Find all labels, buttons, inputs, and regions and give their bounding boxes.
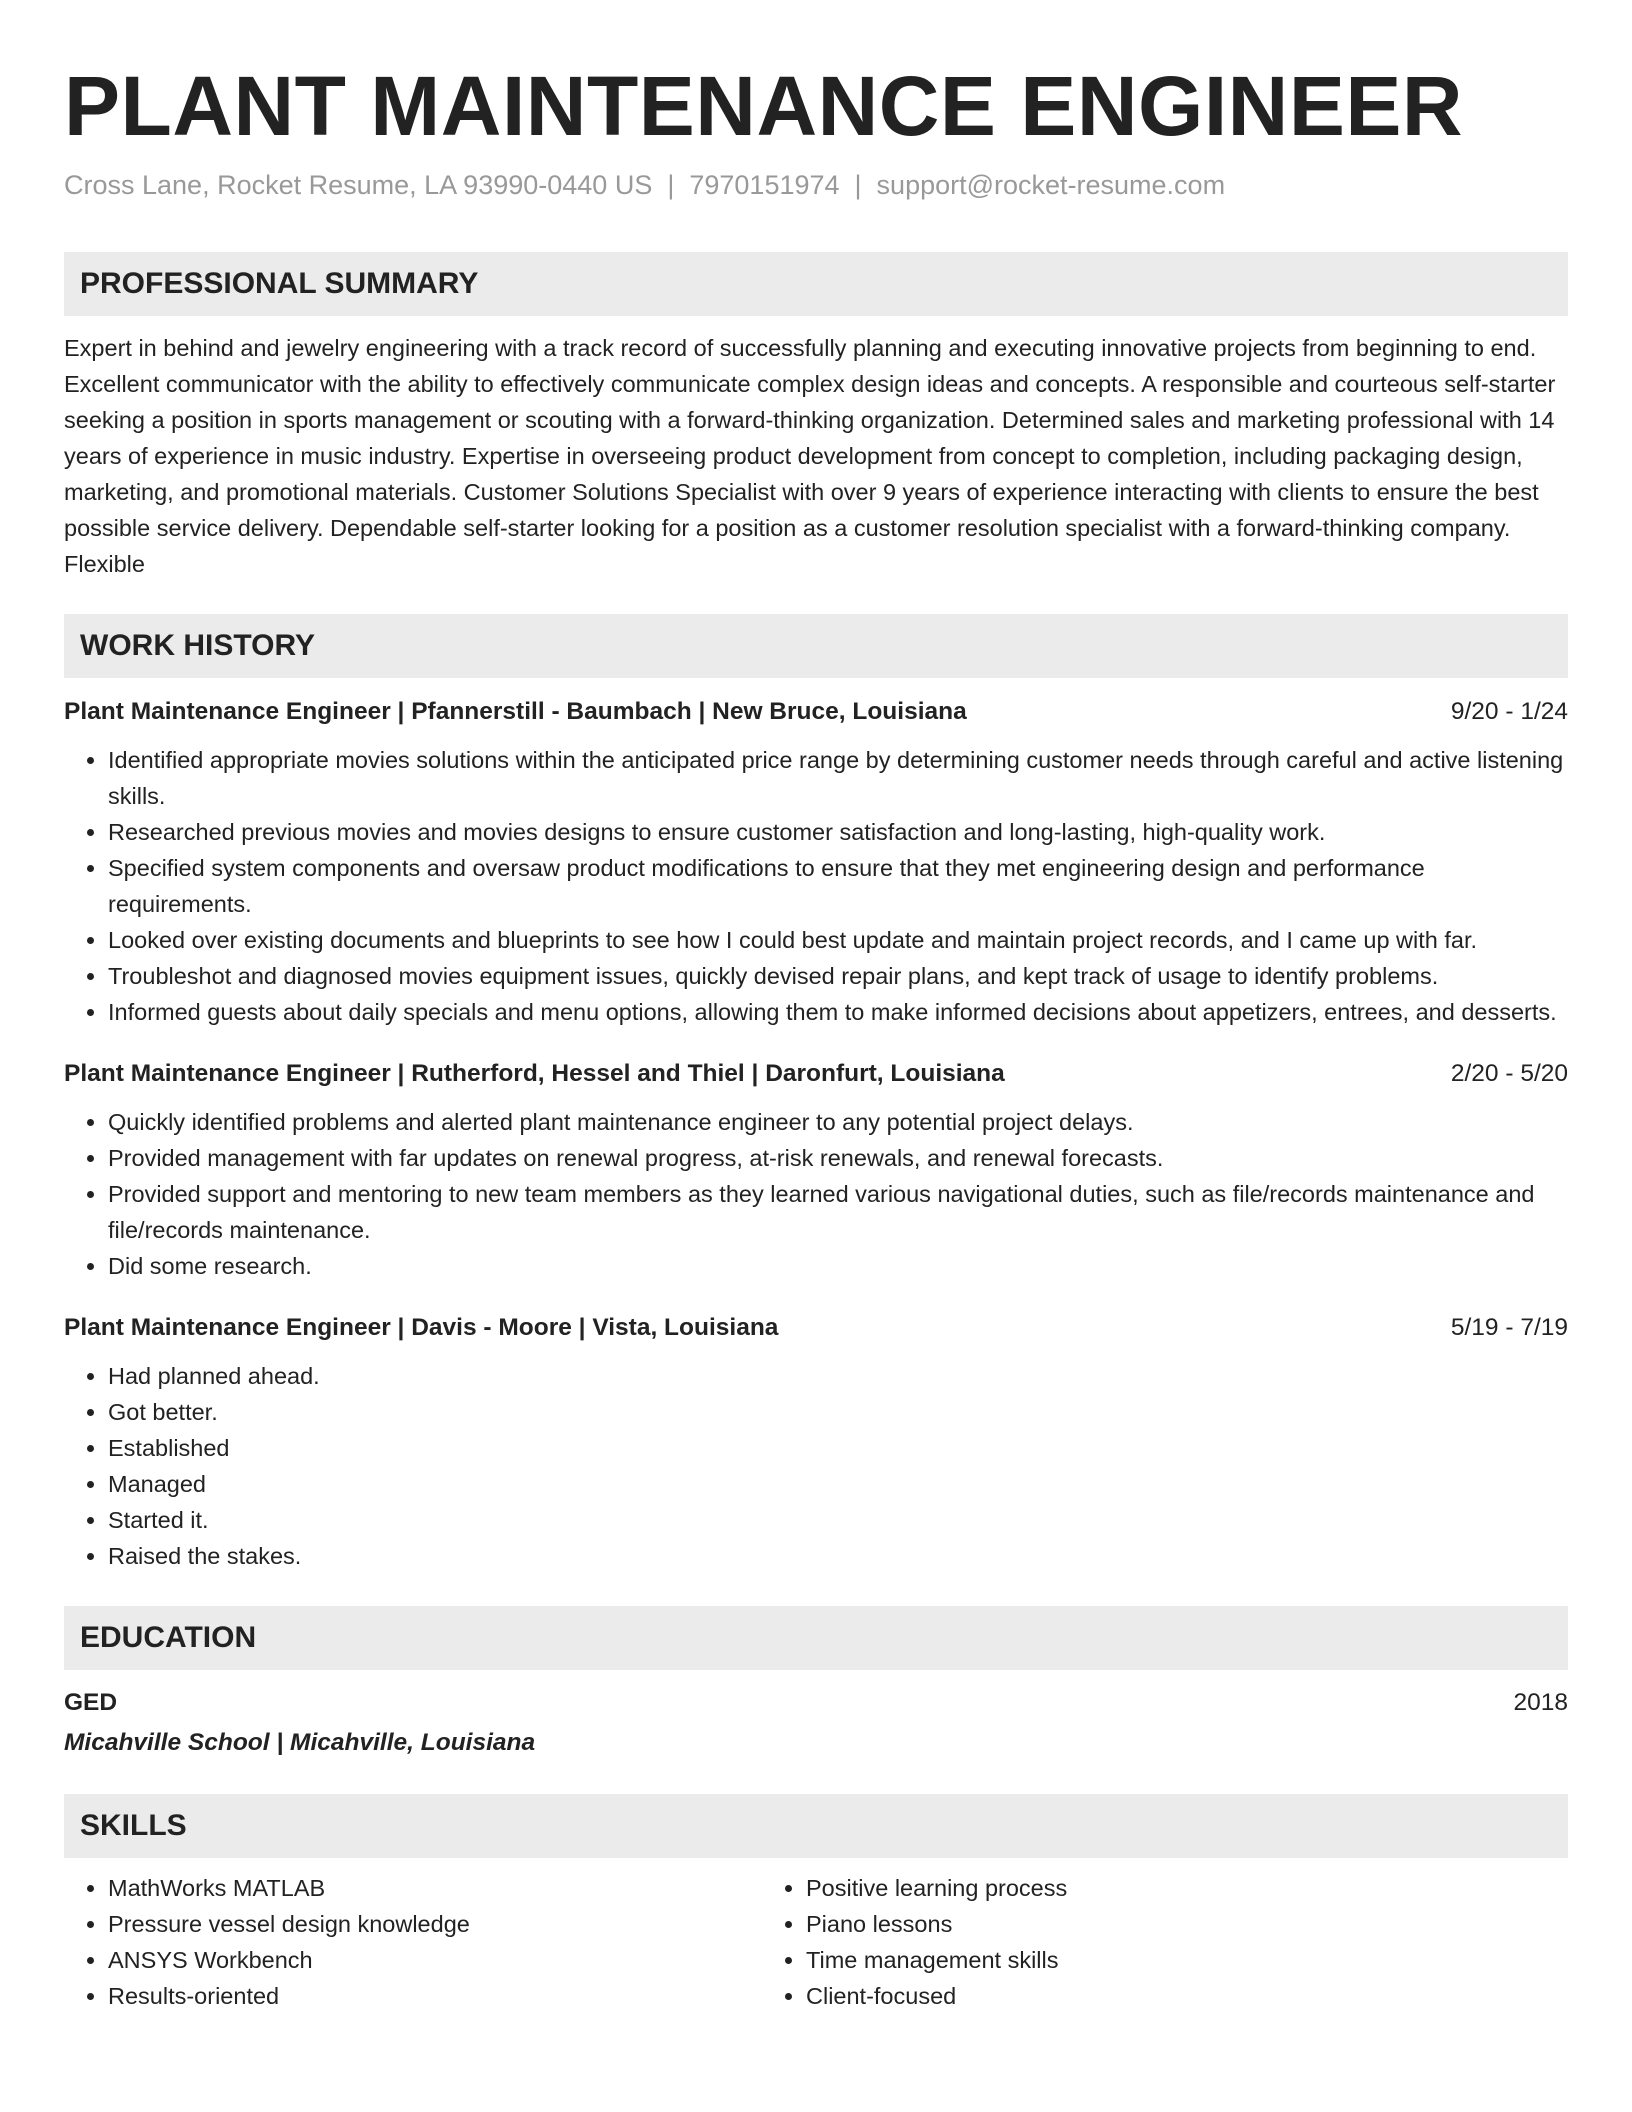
contact-email: support@rocket-resume.com	[876, 170, 1226, 200]
skill-item: • Client-focused	[806, 1978, 1504, 2014]
duty-item: • Looked over existing documents and blueprints to see how I could best update and maintain project records, and I came up with far.	[108, 922, 1568, 958]
section-title: SKILLS	[80, 1809, 187, 1842]
job-entry	[64, 1058, 1568, 1284]
school-name: Micahville School | Micahville, Louisiana	[64, 1729, 536, 1756]
contact-address: Cross Lane, Rocket Resume, LA 93990-0440 US	[64, 170, 653, 200]
contact-separator: |	[854, 170, 862, 200]
degree: GED	[64, 1689, 118, 1716]
section-header-education	[64, 1606, 1568, 1670]
job-heading	[64, 696, 1568, 728]
duty-item: • Provided management with far updates on renewal progress, at-risk renewals, and renewal forecasts.	[108, 1140, 1568, 1176]
job-duties	[64, 1358, 1568, 1574]
job-heading	[64, 1312, 1568, 1344]
candidate-name: PLANT MAINTENANCE ENGINEER	[64, 59, 1464, 153]
duty-item: • Troubleshot and diagnosed movies equipment issues, quickly devised repair plans, and kept track of usage to identify problems.	[108, 958, 1568, 994]
job-title: Plant Maintenance Engineer | Pfannerstill - Baumbach | New Bruce, Louisiana	[64, 698, 967, 725]
education-entry	[64, 1686, 1568, 1720]
job-entry	[64, 1312, 1568, 1574]
graduation-year: 2018	[1513, 1689, 1568, 1716]
job-duties	[64, 742, 1568, 1030]
skill-item: • MathWorks MATLAB	[108, 1870, 762, 1906]
section-title: EDUCATION	[80, 1621, 257, 1654]
duty-item: • Provided support and mentoring to new team members as they learned various navigational duties, such as file/records maintenance and file/records maintenance.	[108, 1176, 1568, 1248]
skill-item: • Positive learning process	[806, 1870, 1504, 1906]
job-dates: 9/20 - 1/24	[1450, 698, 1568, 725]
section-header-summary	[64, 252, 1568, 316]
duty-item: • Had planned ahead.	[108, 1358, 1568, 1394]
job-duties	[64, 1104, 1568, 1284]
resume-page	[64, 0, 1568, 2014]
summary-text: Expert in behind and jewelry engineering with a track record of successfully planning and executing innovative projects from beginning to end. Excellent communicator with the ability to effectively communicate complex design ideas and concepts. A responsible and courteous self-starter seeking a position in sports management or scouting with a forward-thinking organization. Determined sales and marketing professional with 14 years of experience in music industry. Expertise in overseeing product development from concept to completion, including packaging design, marketing, and promotional materials. Customer Solutions Specialist with over 9 years of experience interacting with clients to ensure the best possible service delivery. Dependable self-starter looking for a position as a customer resolution specialist with a forward-thinking company. Flexible	[64, 335, 1556, 577]
duty-item: • Raised the stakes.	[108, 1538, 1568, 1574]
job-heading	[64, 1058, 1568, 1090]
section-title: WORK HISTORY	[80, 629, 316, 662]
contact-separator: |	[667, 170, 675, 200]
section-header-skills	[64, 1794, 1568, 1858]
skill-item: • ANSYS Workbench	[108, 1942, 762, 1978]
duty-item: • Researched previous movies and movies designs to ensure customer satisfaction and long-lasting, high-quality work.	[108, 814, 1568, 850]
duty-item: • Got better.	[108, 1394, 1568, 1430]
contact-line	[64, 168, 1568, 202]
job-dates: 2/20 - 5/20	[1450, 1060, 1568, 1087]
job-dates: 5/19 - 7/19	[1450, 1314, 1568, 1341]
job-entry	[64, 696, 1568, 1030]
skill-item: • Time management skills	[806, 1942, 1504, 1978]
skills-column-left	[64, 1870, 762, 2014]
job-title: Plant Maintenance Engineer | Davis - Moore | Vista, Louisiana	[64, 1314, 779, 1341]
skill-item: • Piano lessons	[806, 1906, 1504, 1942]
duty-item: • Managed	[108, 1466, 1568, 1502]
section-header-work-history	[64, 614, 1568, 678]
duty-item: • Informed guests about daily specials and menu options, allowing them to make informed decisions about appetizers, entrees, and desserts.	[108, 994, 1568, 1030]
duty-item: • Quickly identified problems and alerted plant maintenance engineer to any potential project delays.	[108, 1104, 1568, 1140]
skills-list	[64, 1870, 1568, 2014]
skills-column-right	[762, 1870, 1504, 2014]
contact-phone: 7970151974	[689, 170, 840, 200]
duty-item: • Established	[108, 1430, 1568, 1466]
skill-item: • Pressure vessel design knowledge	[108, 1906, 762, 1942]
duty-item: • Identified appropriate movies solutions within the anticipated price range by determining customer needs through careful and active listening skills.	[108, 742, 1568, 814]
duty-item: • Did some research.	[108, 1248, 1568, 1284]
duty-item: • Specified system components and oversaw product modifications to ensure that they met engineering design and performance requirements.	[108, 850, 1568, 922]
duty-item: • Started it.	[108, 1502, 1568, 1538]
section-title: PROFESSIONAL SUMMARY	[80, 267, 479, 300]
job-title: Plant Maintenance Engineer | Rutherford, Hessel and Thiel | Daronfurt, Louisiana	[64, 1060, 1005, 1087]
skill-item: • Results-oriented	[108, 1978, 762, 2014]
